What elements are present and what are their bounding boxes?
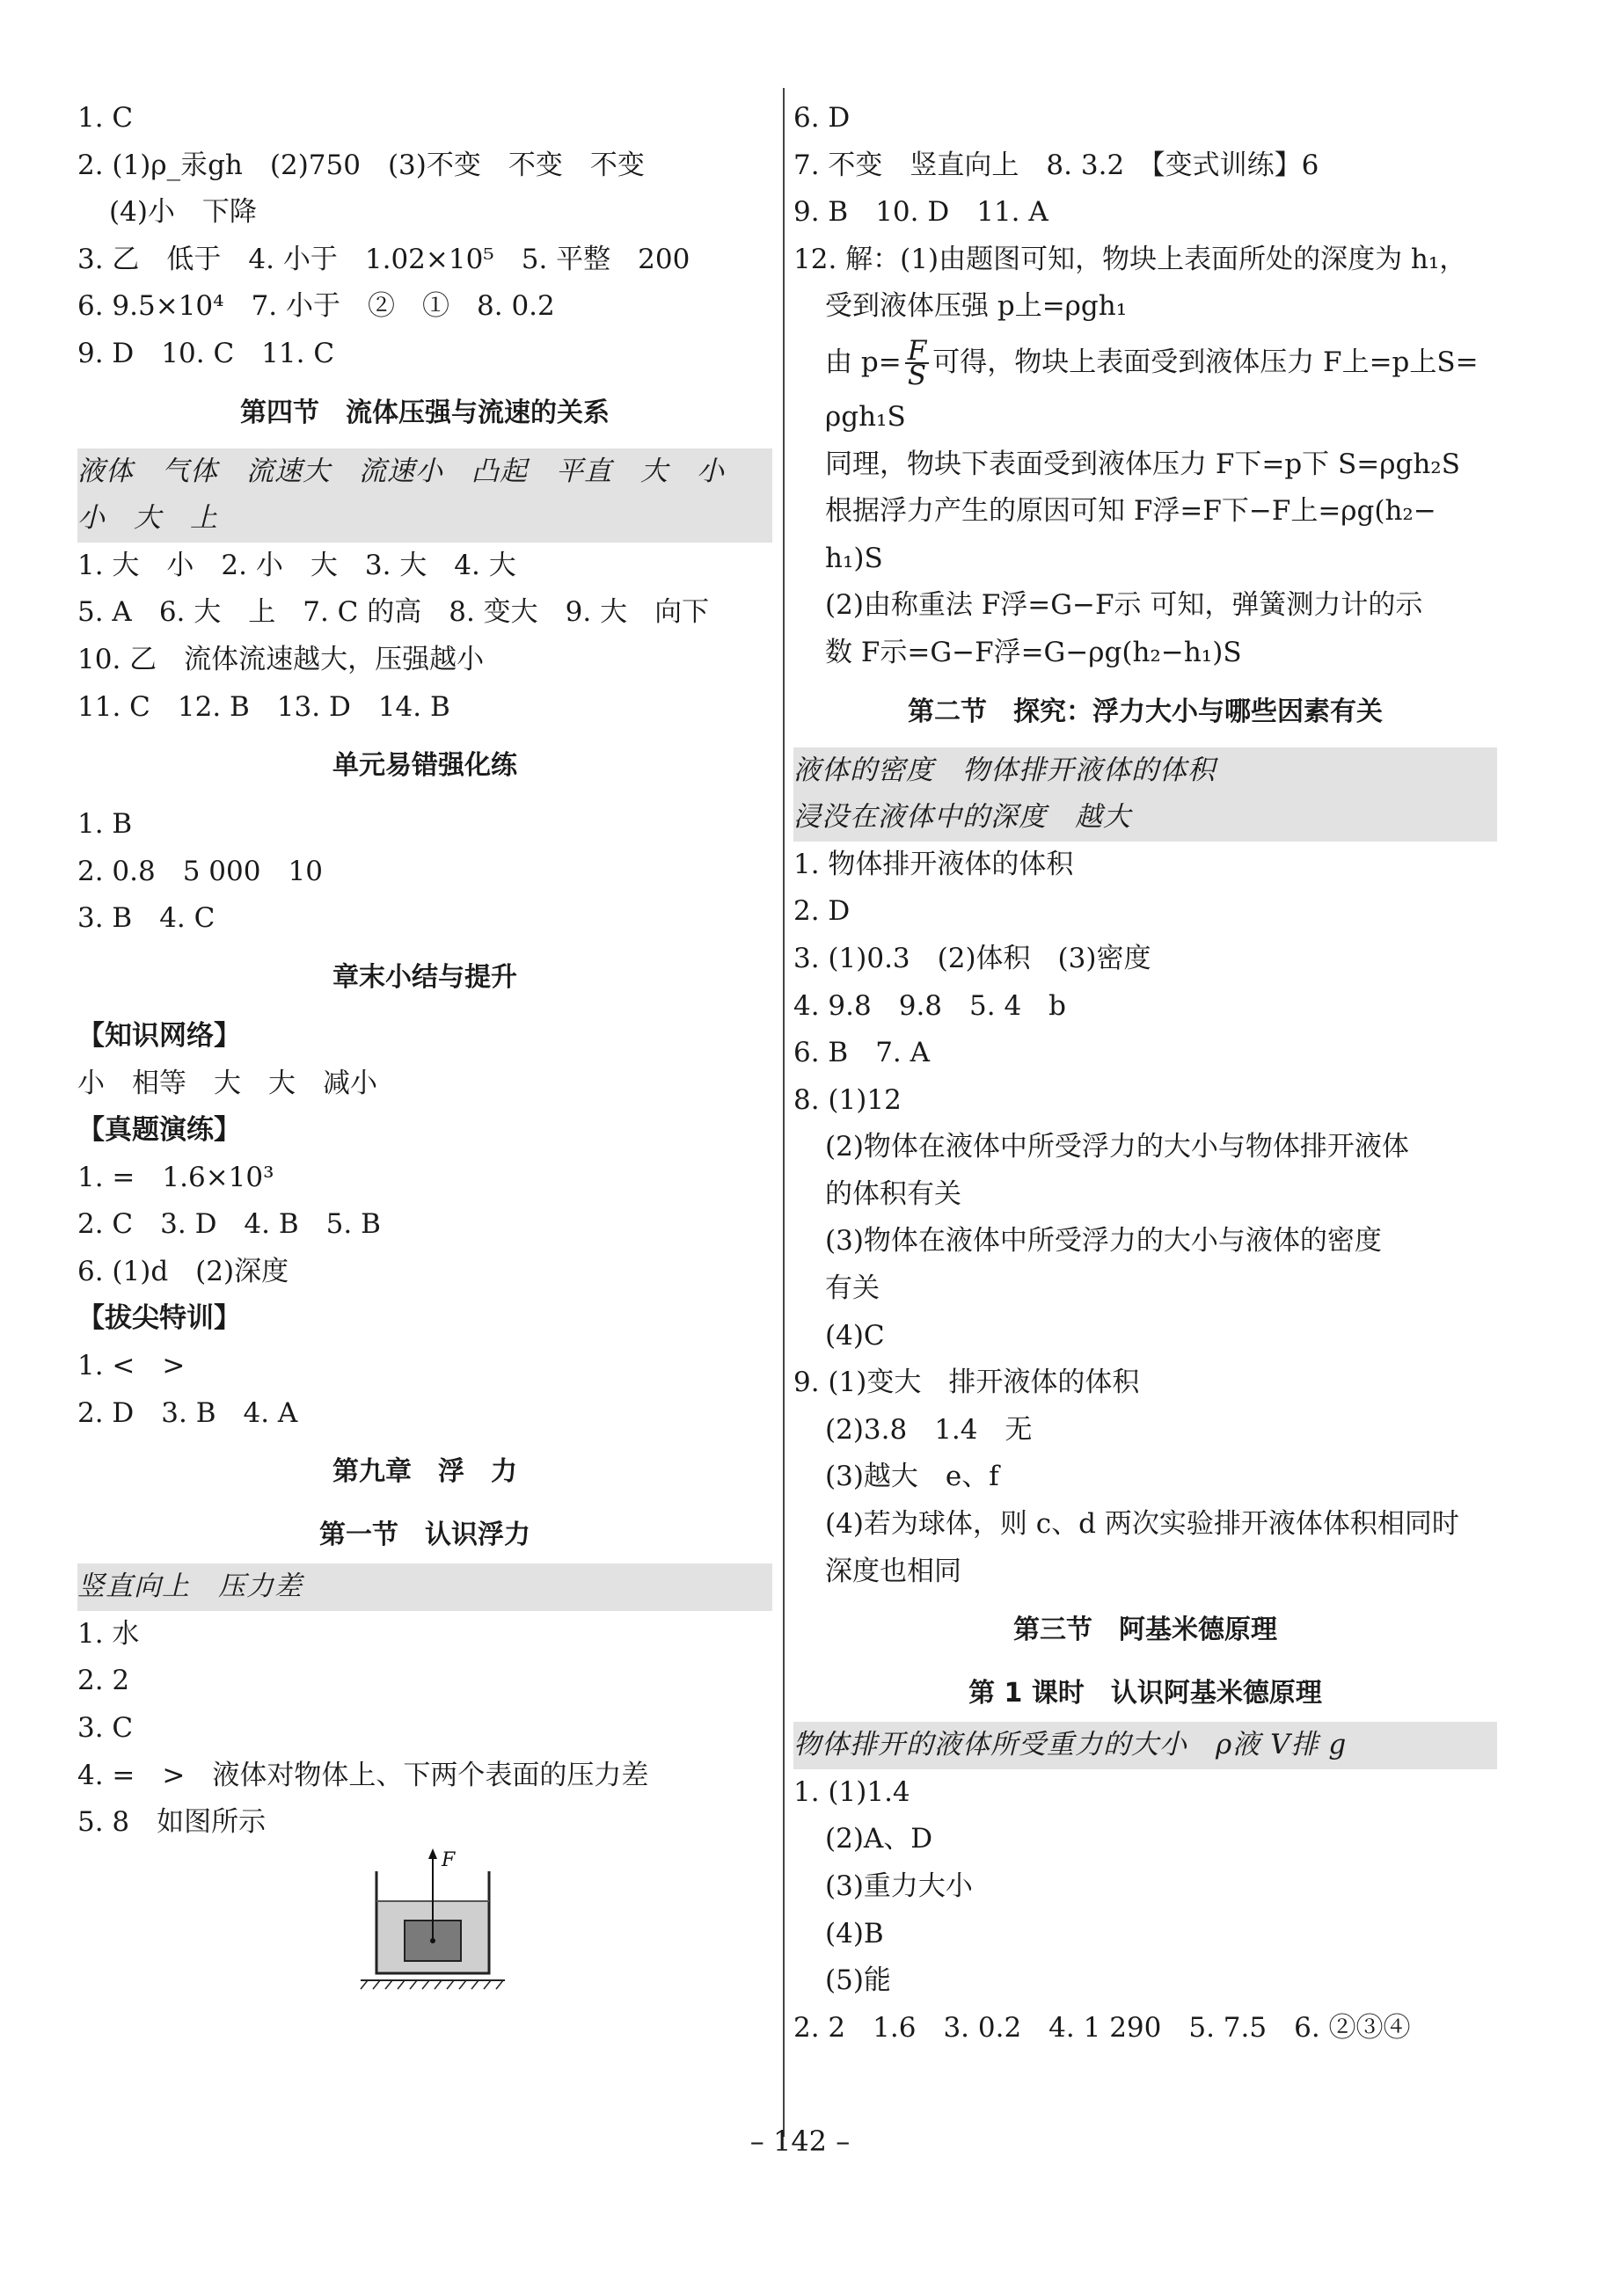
key-points-band: 小 大 上 (77, 495, 772, 543)
buoyancy-force-figure (77, 1847, 772, 2023)
fraction-lead: 由 p= (825, 346, 902, 378)
answer-line: 9. B 10. D 11. A (793, 196, 1048, 229)
lesson-heading: 第 1 课时 认识阿基米德原理 (968, 1678, 1322, 1709)
answer-line: 3. C (77, 1712, 134, 1745)
answer-line: (4)C (825, 1319, 885, 1352)
answer-line: (5)能 (825, 1964, 891, 1997)
answer-line: 3. 乙 低于 4. 小于 1.02×10⁵ 5. 平整 200 (77, 243, 690, 275)
answer-line: 1. 物体排开液体的体积 (793, 848, 1074, 880)
answer-line: 有关 (825, 1272, 880, 1305)
key-points-band: 物体排开的液体所受重力的大小 ρ液 V排 g (793, 1722, 1497, 1769)
fraction-tail: 可得，物块上表面受到液体压力 F上=p上S= (932, 346, 1479, 378)
answer-line: (3)物体在液体中所受浮力的大小与液体的密度 (825, 1225, 1382, 1257)
answer-line: 同理，物块下表面受到液体压力 F下=p下 S=ρgh₂S (825, 448, 1460, 480)
answer-line: 2. C 3. D 4. B 5. B (77, 1208, 381, 1241)
section-heading: 第四节 流体压强与流速的关系 (240, 397, 610, 428)
left-column (77, 95, 772, 2023)
answer-line: 根据浮力产生的原因可知 F浮=F下−F上=ρg(h₂− (825, 495, 1436, 528)
section-heading: 第二节 探究：浮力大小与哪些因素有关 (908, 696, 1383, 727)
chapter-heading: 第九章 浮 力 (332, 1456, 517, 1488)
key-points-band: 液体的密度 物体排开液体的体积 (793, 747, 1497, 795)
answer-line: 12. 解：(1)由题图可知，物块上表面所处的深度为 h₁， (793, 243, 1467, 275)
answer-line: (3)越大 e、f (825, 1461, 999, 1493)
key-points-band: 液体 气体 流速大 流速小 凸起 平直 大 小 (77, 448, 772, 496)
container-diagram (341, 1847, 517, 2023)
fraction-numerator: F (905, 339, 930, 364)
answer-line: 11. C 12. B 13. D 14. B (77, 690, 450, 723)
column-divider (783, 88, 785, 2137)
section-heading: 章末小结与提升 (332, 961, 517, 993)
answer-line: 6. (1)d (2)深度 (77, 1255, 289, 1287)
answer-line: (2)3.8 1.4 无 (825, 1413, 1033, 1446)
page-number: – 142 – (749, 2125, 851, 2158)
answer-line: 1. = 1.6×10³ (77, 1161, 274, 1193)
section-heading: 第三节 阿基米德原理 (1013, 1614, 1277, 1646)
answer-line: (2)物体在液体中所受浮力的大小与物体排开液体 (825, 1131, 1409, 1163)
answer-line: 9. (1)变大 排开液体的体积 (793, 1367, 1140, 1399)
subsection-label: 【拔尖特训】 (77, 1302, 241, 1335)
answer-line: 4. 9.8 9.8 5. 4 b (793, 989, 1067, 1022)
answer-line: 9. D 10. C 11. C (77, 337, 335, 369)
section-heading: 第一节 认识浮力 (319, 1520, 530, 1551)
answer-line: 小 相等 大 大 减小 (77, 1067, 377, 1099)
answer-line: 1. C (77, 102, 134, 134)
answer-line: (4)小 下降 (109, 196, 257, 229)
answer-line: 受到液体压强 p上=ρgh₁ (825, 290, 1128, 323)
answer-line: 2. D 3. B 4. A (77, 1396, 298, 1429)
answer-line: 6. B 7. A (793, 1037, 931, 1069)
subsection-label: 【知识网络】 (77, 1019, 241, 1052)
answer-line: 深度也相同 (825, 1555, 961, 1587)
answer-line-fraction (793, 331, 1497, 394)
answer-line: 6. D (793, 102, 851, 134)
answer-line: (3)重力大小 (825, 1870, 973, 1902)
answer-line: 3. B 4. C (77, 902, 216, 935)
ground-hatching (361, 1980, 503, 1989)
answer-line: 10. 乙 流体流速越大，压强越小 (77, 643, 485, 675)
answer-line: 1. B (77, 808, 133, 841)
answer-line: 8. (1)12 (793, 1083, 902, 1116)
answer-line: (2)A、D (825, 1823, 933, 1855)
answer-line: (4)B (825, 1917, 884, 1950)
subsection-label: 【真题演练】 (77, 1114, 241, 1147)
answer-line: 1. < > (77, 1350, 186, 1382)
right-column (793, 95, 1497, 2052)
answer-line: 的体积有关 (825, 1177, 961, 1210)
force-label: F (442, 1848, 456, 1871)
answer-line: ρgh₁S (825, 400, 906, 433)
answer-line: 2. (1)ρ_汞gh (2)750 (3)不变 不变 不变 (77, 149, 645, 181)
answer-line: 2. D (793, 895, 851, 928)
key-points-band: 浸没在液体中的深度 越大 (793, 794, 1497, 842)
section-heading: 单元易错强化练 (332, 750, 517, 782)
answer-line: 1. 大 小 2. 小 大 3. 大 4. 大 (77, 549, 516, 581)
answer-line: 7. 不变 竖直向上 8. 3.2 【变式训练】6 (793, 149, 1319, 181)
fraction (905, 335, 930, 392)
answer-line: 数 F示=G−F浮=G−ρg(h₂−h₁)S (825, 636, 1242, 668)
answer-line: 6. 9.5×10⁴ 7. 小于 ② ① 8. 0.2 (77, 290, 555, 323)
answer-line: 5. A 6. 大 上 7. C 的高 8. 变大 9. 大 向下 (77, 596, 710, 629)
key-points-band: 竖直向上 压力差 (77, 1563, 772, 1611)
answer-line: (4)若为球体，则 c、d 两次实验排开液体体积相同时 (825, 1508, 1459, 1541)
answer-line: 4. = > 液体对物体上、下两个表面的压力差 (77, 1759, 649, 1791)
answer-line: 1. (1)1.4 (793, 1775, 910, 1808)
answer-line: 3. (1)0.3 (2)体积 (3)密度 (793, 942, 1151, 974)
force-arrow-head-icon (428, 1848, 437, 1859)
answer-line: 5. 8 如图所示 (77, 1806, 267, 1839)
answer-line: 2. 0.8 5 000 10 (77, 855, 323, 887)
answer-line: 2. 2 1.6 3. 0.2 4. 1 290 5. 7.5 6. ②③④ (793, 2011, 1411, 2044)
answer-line: 2. 2 (77, 1665, 130, 1697)
fraction-denominator: S (907, 360, 927, 392)
answer-line: h₁)S (825, 542, 883, 574)
answer-line: 1. 水 (77, 1617, 140, 1650)
answer-line: (2)由称重法 F浮=G−F示 可知，弹簧测力计的示 (825, 589, 1423, 622)
